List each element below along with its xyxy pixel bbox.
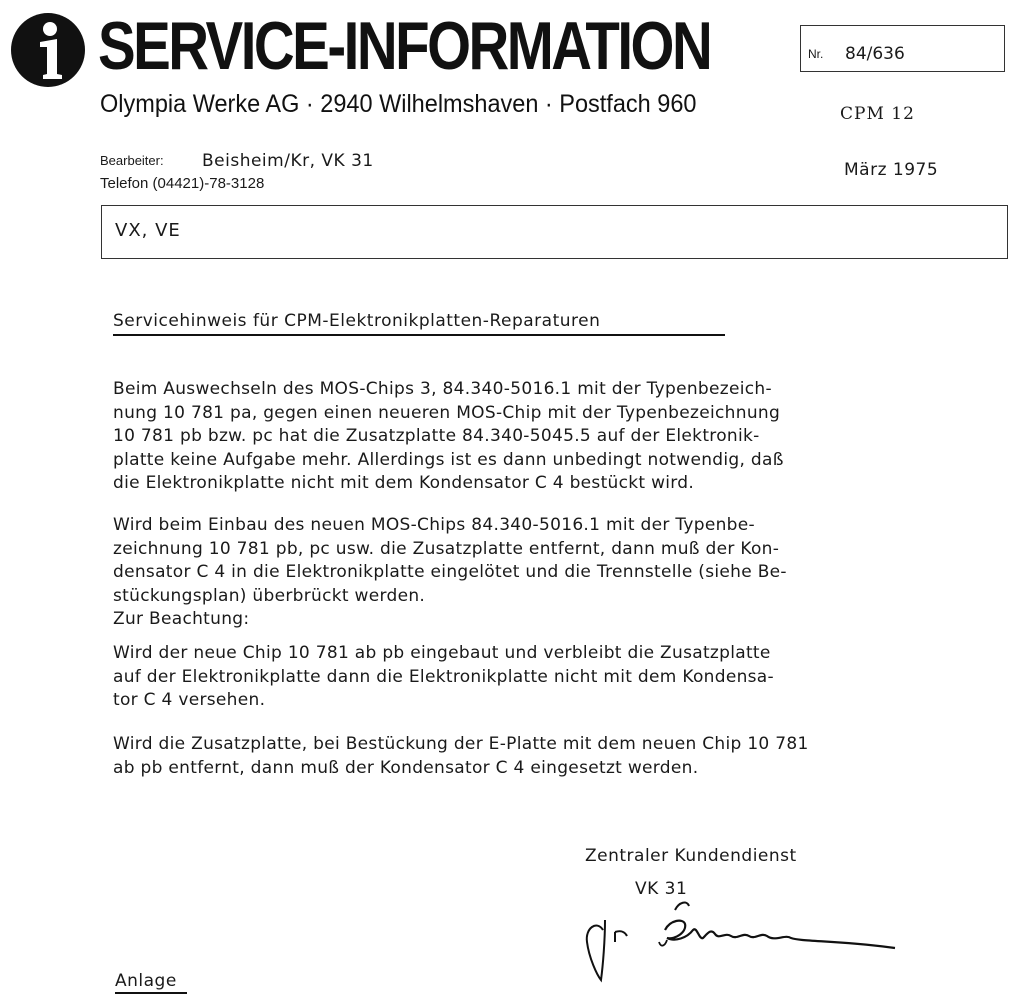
paragraph-3 [113, 642, 993, 713]
company-address: Olympia Werke AG · 2940 Wilhelmshaven · Postfach 960 [100, 90, 697, 118]
document-date: März 1975 [844, 160, 939, 180]
author-value: Beisheim/Kr, VK 31 [202, 151, 374, 171]
text-line: ab pb entfernt, dann muß der Kondensator C 4 eingesetzt werden. [113, 757, 699, 778]
text-line: Wird beim Einbau des neuen MOS-Chips 84.340-5016.1 mit der Typenbe- [113, 515, 755, 535]
text-line: Wird die Zusatzplatte, bei Bestückung der E-Platte mit dem neuen Chip 10 781 [113, 734, 809, 754]
text-line: Wird der neue Chip 10 781 ab pb eingebaut und verbleibt die Zusatzplatte [113, 643, 771, 663]
text-line: Beim Auswechseln des MOS-Chips 3, 84.340-5016.1 mit der Typenbezeich- [113, 379, 772, 399]
paragraph-4 [113, 733, 993, 780]
text-line: densator C 4 in die Elektronikplatte eingelötet und die Trennstelle (siehe Be- [113, 562, 787, 582]
phone-number: Telefon (04421)-78-3128 [100, 175, 265, 192]
models-text: VX, VE [115, 220, 181, 241]
model-label: CPM 12 [840, 104, 915, 124]
page-title: SERVICE-INFORMATION [98, 8, 711, 84]
signature [575, 880, 905, 990]
closing-department: Zentraler Kundendienst [585, 846, 797, 866]
signature-department: VK 31 [635, 879, 688, 899]
document-number-value: 84/636 [845, 44, 905, 64]
text-line: auf der Elektronikplatte dann die Elektronikplatte nicht mit dem Kondensa- [113, 666, 774, 687]
text-line: nung 10 781 pa, gegen einen neueren MOS-Chip mit der Typenbezeichnung [113, 402, 781, 423]
author-label: Bearbeiter: [100, 153, 164, 168]
text-line: Zur Beachtung: [113, 609, 250, 629]
text-line: stückungsplan) überbrückt werden. [113, 585, 426, 606]
olympia-i-logo-icon [10, 12, 86, 88]
text-line: zeichnung 10 781 pb, pc usw. die Zusatzplatte entfernt, dann muß der Kon- [113, 538, 780, 559]
paragraph-1 [113, 378, 993, 496]
document-number-box [800, 25, 1005, 72]
attachment-label: Anlage [115, 971, 187, 994]
document-number-label: Nr. [808, 47, 824, 61]
text-line: die Elektronikplatte nicht mit dem Kondensator C 4 bestückt wird. [113, 473, 695, 493]
text-line: platte keine Aufgabe mehr. Allerdings ist es dann unbedingt notwendig, daß [113, 449, 784, 470]
text-line: 10 781 pb bzw. pc hat die Zusatzplatte 84.340-5045.5 auf der Elektronik- [113, 426, 760, 446]
text-line: tor C 4 versehen. [113, 690, 266, 710]
models-box [101, 205, 1008, 259]
paragraph-2 [113, 514, 993, 632]
subject-heading: Servicehinweis für CPM-Elektronikplatten-Reparaturen [113, 311, 725, 336]
